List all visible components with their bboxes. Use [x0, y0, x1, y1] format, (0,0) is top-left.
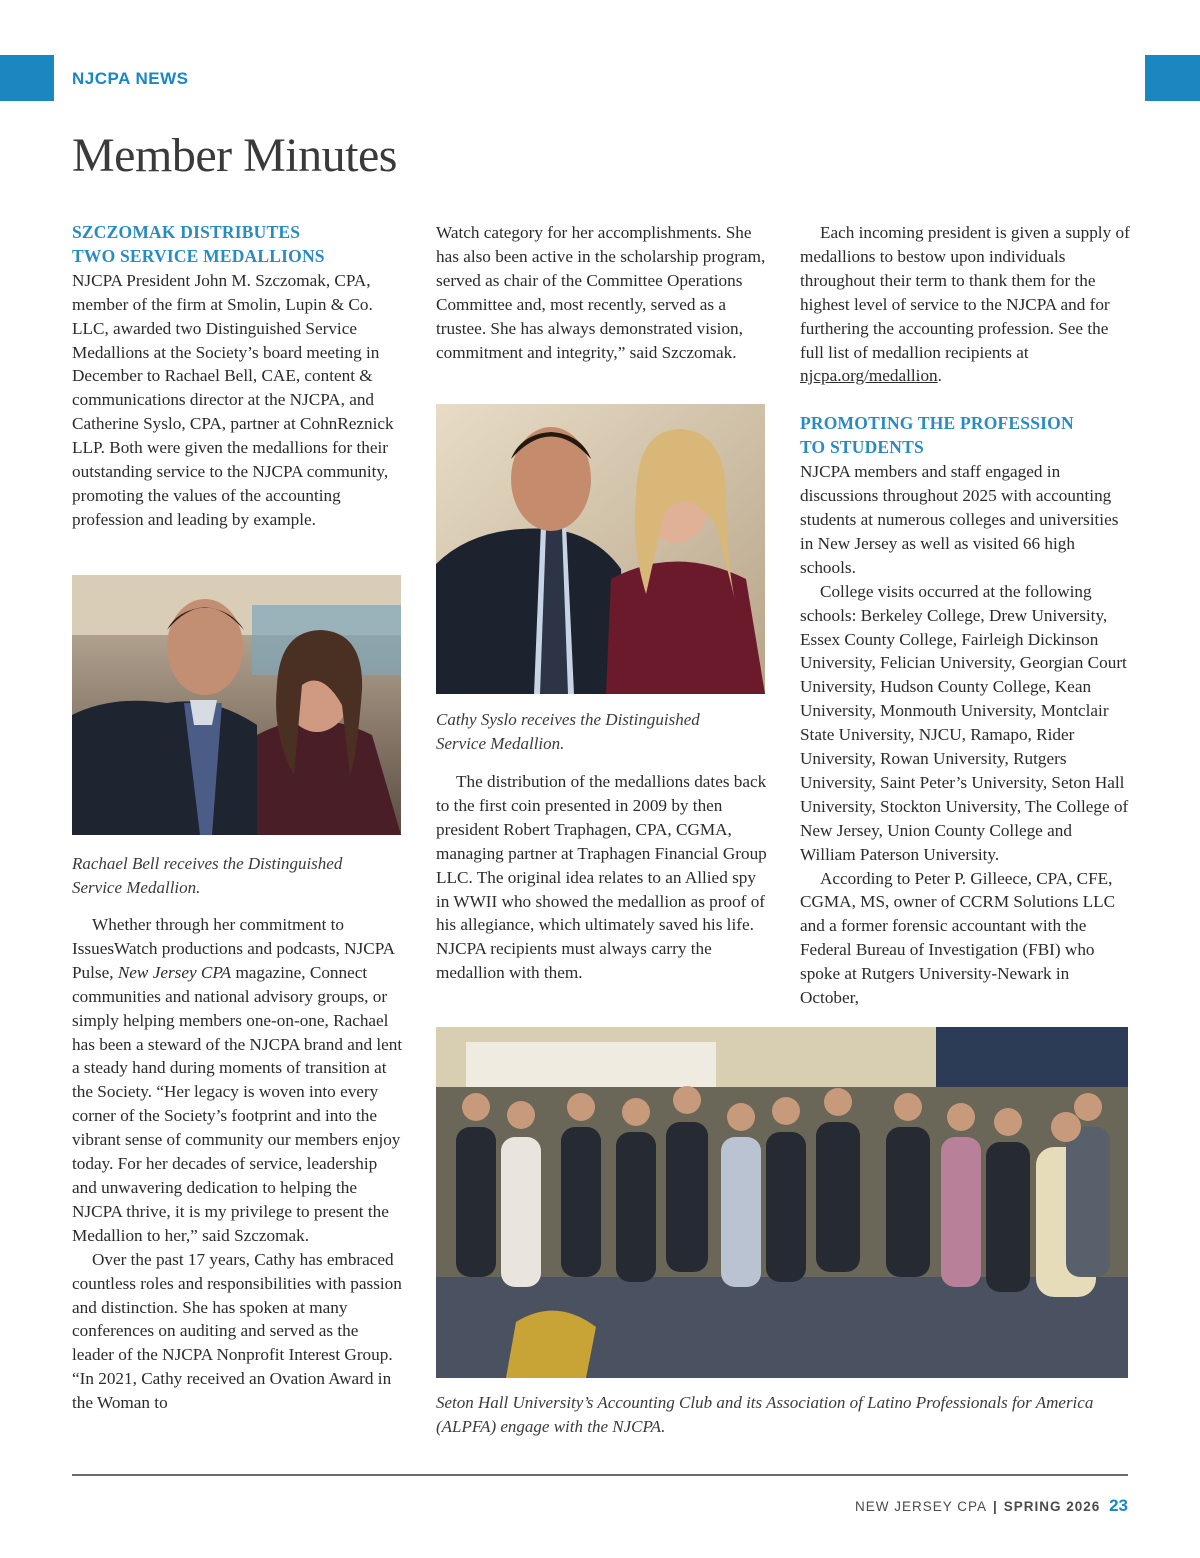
article1-heading-line1: SZCZOMAK DISTRIBUTES	[72, 222, 301, 242]
magazine-title: New Jersey CPA	[117, 962, 232, 982]
page-footer	[855, 1496, 1128, 1516]
column-2	[436, 221, 768, 364]
photo-rachael-bell-caption: Rachael Bell receives the Distinguished Service Medallion.	[72, 854, 343, 897]
column-3	[800, 221, 1130, 1010]
article1-paragraph-5: The distribution of the medallions dates back to the first coin presented in 2009 by then president Robert Traphagen, CPA, CGMA, managing partner at Traphagen Financial Group LLC. The original idea relates to an Allied spy in WWII who showed the medallion as proof of his allegiance, which ultimately saved his life. NJCPA recipients must always carry the medallion with them.	[436, 772, 767, 983]
column-2-continued	[436, 770, 768, 985]
article2-heading-line2: TO STUDENTS	[800, 437, 924, 458]
header-accent-tab-right	[1145, 55, 1200, 101]
article1-paragraph-2-end: magazine, Connect communities and national advisory groups, or simply helping members one-on-one, Rachael has been a steward of the NJCPA brand and lent a steady hand during moments of transition at the Society. “Her legacy is woven into every corner of the Society’s footprint and into the vibrant sense of community our members enjoy today. For her decades of service, leadership and unwavering dedication to helping the NJCPA thrive, it is my privilege to present the Medallion to her,” said Szczomak.	[72, 962, 403, 1245]
footer-season: SPRING 2026	[1003, 1499, 1101, 1514]
photo-cathy-syslo	[436, 404, 765, 694]
footer-rule	[72, 1474, 1128, 1476]
photo-seton-hall-group	[436, 1027, 1128, 1378]
article1-heading-line2: TWO SERVICE MEDALLIONS	[72, 245, 325, 266]
section-label: NJCPA NEWS	[72, 69, 189, 88]
footer-publication: NEW JERSEY CPA	[854, 1499, 987, 1514]
footer-separator: |	[992, 1499, 998, 1514]
article1-paragraph-1: NJCPA President John M. Szczomak, CPA, member of the firm at Smolin, Lupin & Co. LLC, awarded two Distinguished Service Medallions at the Society’s board meeting in December to Rachael Bell, CAE, content & communications director at the NJCPA, and Catherine Syslo, CPA, partner at CohnReznick LLP. Both were given the medallions for their outstanding service to the NJCPA community, promoting the values of the accounting profession and leading by example.	[72, 270, 394, 529]
header-accent-tab-left	[0, 55, 54, 101]
article1-paragraph-2	[72, 913, 404, 1248]
article1-paragraph-2-start: Whether through her commitment to IssuesWatch productions and podcasts, NJCPA Pulse,	[72, 915, 395, 982]
article2-heading-line1: PROMOTING THE PROFESSION	[800, 413, 1074, 434]
article2-paragraph-3: According to Peter P. Gilleece, CPA, CFE, CGMA, MS, owner of CCRM Solutions LLC and a former forensic accountant with the Federal Bureau of Investigation (FBI) who spoke at Rutgers University-Newark in October,	[800, 868, 1116, 1008]
photo-rachael-bell	[72, 575, 401, 835]
page-number: 23	[1109, 1496, 1128, 1515]
photo-seton-hall-caption: Seton Hall University’s Accounting Club and its Association of Latino Professionals for America (ALPFA) engage with the NJCPA.	[436, 1393, 1094, 1436]
article1-paragraph-6-end: .	[937, 366, 942, 386]
article2-paragraph-1: NJCPA members and staff engaged in discussions throughout 2025 with accounting students at numerous colleges and universities in New Jersey as well as visited 66 high schools.	[800, 462, 1119, 577]
article2-paragraph-2: College visits occurred at the following schools: Berkeley College, Drew University, Essex County College, Fairleigh Dickinson University, Felician University, Georgian Court University, Hudson County College, Kean University, Monmouth University, Montclair State University, NJCU, Ramapo, Rider University, Rowan University, Rutgers University, Saint Peter’s University, Seton Hall University, Stockton University, The College of New Jersey, Union County College and William Paterson University.	[800, 581, 1129, 864]
page-title: Member Minutes	[72, 129, 397, 182]
article1-paragraph-4: Watch category for her accomplishments. She has also been active in the scholarship program, served as chair of the Committee Operations Committee and, most recently, served as a trustee. She has always demonstrated vision, commitment and integrity,” said Szczomak.	[436, 223, 766, 362]
medallion-link[interactable]: njcpa.org/medallion	[800, 366, 938, 386]
photo-cathy-syslo-caption: Cathy Syslo receives the Distinguished Service Medallion.	[436, 710, 700, 753]
article1-paragraph-3: Over the past 17 years, Cathy has embraced countless roles and responsibilities with passion and distinction. She has spoken at many conferences on auditing and served as the leader of the NJCPA Nonprofit Interest Group. “In 2021, Cathy received an Ovation Award in the Woman to	[72, 1249, 402, 1413]
article1-paragraph-6-start: Each incoming president is given a supply of medallions to bestow upon individuals throughout their term to thank them for the highest level of service to the NJCPA and for furthering the accounting profession. See the full list of medallion recipients at	[800, 223, 1130, 362]
article2-heading	[800, 412, 1130, 460]
column-1	[72, 221, 404, 532]
article1-heading	[72, 221, 404, 269]
article1-paragraph-6	[800, 221, 1130, 388]
column-1-continued	[72, 913, 404, 1415]
